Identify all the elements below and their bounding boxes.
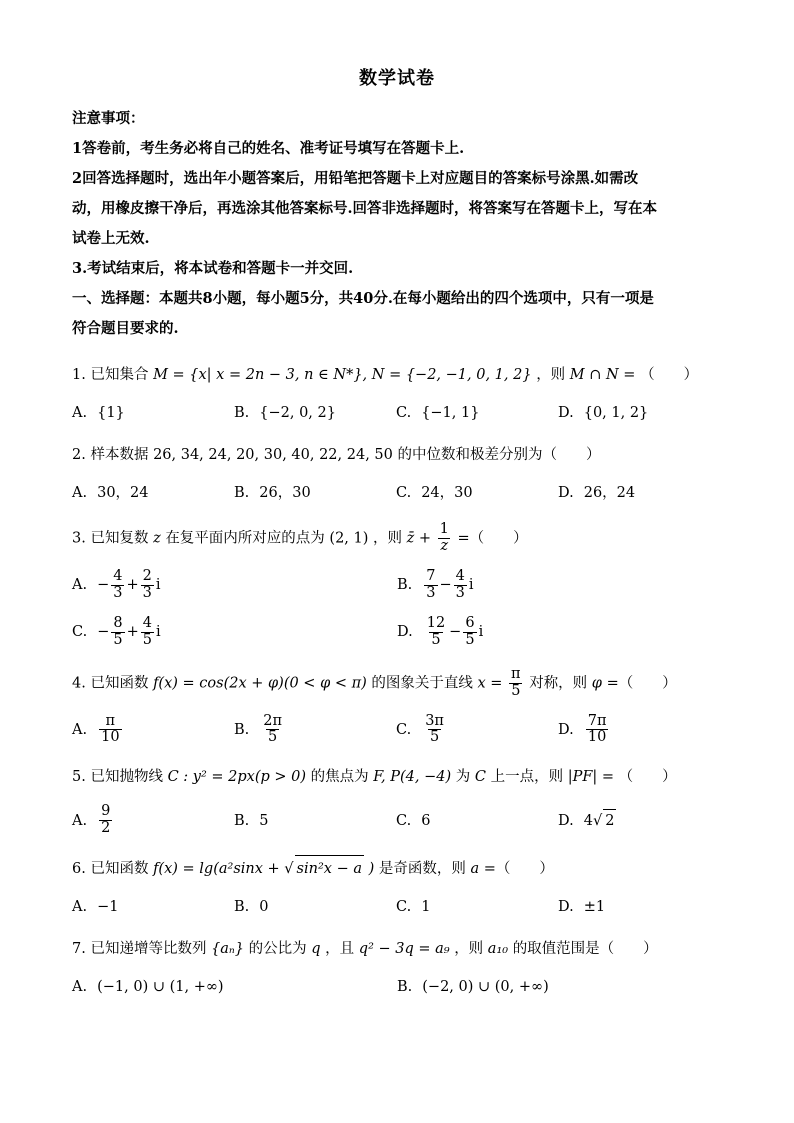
- option-key: B.: [234, 405, 250, 421]
- stem-text: ，则: [373, 530, 403, 547]
- option-key: C.: [396, 485, 412, 501]
- options-row: [72, 402, 722, 424]
- fraction-denominator: 3: [142, 584, 152, 601]
- option-c[interactable]: [396, 896, 558, 918]
- exam-page: [72, 64, 722, 998]
- option-key: C.: [396, 812, 412, 829]
- stem-text: 上一点，则: [490, 769, 564, 786]
- option-a[interactable]: [72, 976, 397, 998]
- option-a[interactable]: [72, 804, 234, 837]
- question-number: 2.: [72, 447, 86, 463]
- fraction: [454, 569, 467, 602]
- fraction: [438, 522, 451, 555]
- option-text: {−2, 0, 2}: [259, 405, 336, 421]
- stem-text: ，且: [325, 941, 355, 958]
- stem-math: q² − 3q = a₉: [358, 941, 450, 958]
- option-text: 26，30: [259, 485, 311, 501]
- option-c[interactable]: [72, 616, 397, 649]
- fraction: [99, 804, 112, 837]
- stem-math: x =: [477, 675, 503, 692]
- fraction-numerator: π: [511, 665, 521, 682]
- option-b[interactable]: [234, 482, 396, 504]
- fraction-denominator: 10: [101, 729, 120, 746]
- notice-block: [72, 104, 722, 284]
- option-key: A.: [72, 577, 88, 594]
- section-header: [72, 284, 722, 344]
- stem-text: 是奇函数，则: [378, 861, 466, 878]
- stem-text: 已知集合: [90, 367, 149, 383]
- option-key: A.: [72, 979, 88, 996]
- fraction: [261, 714, 284, 747]
- option-key: C.: [396, 721, 412, 738]
- fraction-numerator: 8: [113, 614, 123, 631]
- option-key: A.: [72, 721, 88, 738]
- option-b[interactable]: [234, 804, 396, 837]
- option-text: 6: [421, 812, 431, 829]
- option-sign: −: [97, 624, 110, 641]
- option-d[interactable]: [397, 616, 722, 649]
- section-line: 一、选择题：本题共8小题，每小题5分，共40分.在每小题给出的四个选项中，只有一项是: [72, 290, 654, 307]
- radicand: 2: [603, 809, 616, 832]
- option-text: ±1: [583, 899, 606, 916]
- option-text: 1: [421, 899, 431, 916]
- option-b[interactable]: [234, 402, 396, 424]
- stem-math: q: [311, 941, 321, 958]
- option-operator: −: [449, 624, 462, 641]
- option-sign: −: [97, 577, 110, 594]
- question-stem: [72, 764, 722, 790]
- fraction-numerator: 2π: [263, 712, 283, 729]
- option-text: 30，24: [97, 485, 149, 501]
- fraction-numerator: 12: [426, 614, 446, 631]
- stem-math: ): [368, 861, 375, 878]
- option-b[interactable]: [234, 714, 396, 747]
- fraction-numerator: 6: [465, 614, 475, 631]
- option-d[interactable]: [558, 482, 720, 504]
- notice-item: 1答卷前，考生务必将自己的姓名、准考证号填写在答题卡上.: [72, 140, 465, 157]
- question-stem: [72, 522, 722, 555]
- option-c[interactable]: [396, 402, 558, 424]
- stem-math: z: [153, 530, 161, 547]
- option-b[interactable]: [234, 896, 396, 918]
- stem-text: 为: [455, 769, 471, 786]
- stem-text: 已知递增等比数列: [90, 941, 207, 958]
- options-row: [72, 482, 722, 504]
- option-c[interactable]: [396, 804, 558, 837]
- fraction-numerator: 9: [101, 803, 111, 820]
- stem-text: 的焦点为: [310, 769, 369, 786]
- option-key: A.: [72, 812, 88, 829]
- stem-text: =（ ）: [483, 861, 554, 878]
- question-number: 4.: [72, 675, 86, 692]
- options-row: [72, 976, 722, 998]
- stem-text: 在复平面内所对应的点为: [165, 530, 325, 547]
- stem-text: =（ ）: [606, 675, 677, 692]
- option-a[interactable]: [72, 896, 234, 918]
- fraction-numerator: 4: [455, 567, 465, 584]
- option-text: {−1, 1}: [421, 405, 480, 421]
- imaginary-unit: i: [155, 577, 161, 594]
- question-6: [72, 855, 722, 918]
- fraction: [463, 616, 476, 649]
- fraction-numerator: 7: [426, 567, 436, 584]
- fraction: [423, 714, 446, 747]
- option-a[interactable]: [72, 714, 234, 747]
- options-row: [72, 714, 722, 747]
- stem-math: (2, 1): [329, 530, 369, 547]
- stem-math: z̄ +: [406, 530, 432, 547]
- option-a[interactable]: [72, 402, 234, 424]
- option-key: C.: [72, 624, 88, 641]
- stem-text: 已知函数: [90, 675, 149, 692]
- notice-item: 3.考试结束后，将本试卷和答题卡一并交回.: [72, 260, 354, 277]
- option-d[interactable]: [558, 402, 720, 424]
- stem-text: 样本数据: [90, 447, 149, 463]
- question-stem: [72, 855, 722, 882]
- notice-heading: 注意事项：: [72, 110, 145, 127]
- option-text: {0, 1, 2}: [583, 405, 649, 421]
- stem-math: φ: [591, 675, 602, 692]
- fraction-denominator: 5: [268, 729, 278, 746]
- option-text: 26，24: [583, 485, 636, 501]
- option-b[interactable]: [397, 569, 722, 602]
- stem-text: 的取值范围是（ ）: [512, 941, 658, 958]
- option-text: 5: [259, 812, 269, 829]
- fraction-numerator: 4: [113, 567, 123, 584]
- fraction-denominator: 3: [426, 584, 436, 601]
- question-stem: [72, 362, 722, 388]
- option-text: 0: [259, 899, 269, 916]
- fraction-denominator: 5: [511, 682, 521, 699]
- option-a[interactable]: [72, 569, 397, 602]
- option-operator: +: [126, 624, 139, 641]
- question-stem: [72, 936, 722, 962]
- question-stem: [72, 667, 722, 700]
- stem-text: 的中位数和极差分别为（ ）: [397, 447, 601, 463]
- option-key: A.: [72, 899, 88, 916]
- question-4: [72, 667, 722, 747]
- options-row: [72, 569, 722, 602]
- fraction-numerator: 4: [142, 614, 152, 631]
- question-number: 3.: [72, 530, 86, 547]
- stem-math: M = {x| x = 2n − 3, n ∈ N*}, N = {−2, −1, 0, 1, 2}: [153, 367, 532, 383]
- fraction-denominator: 5: [429, 729, 440, 746]
- fraction: [424, 569, 437, 602]
- stem-text: （ ）: [640, 367, 699, 383]
- stem-math: f(x) = lg(a²sinx +: [153, 861, 280, 878]
- fraction: [111, 569, 124, 602]
- option-key: D.: [558, 485, 574, 501]
- option-key: D.: [558, 721, 574, 738]
- stem-math: C: [474, 769, 486, 786]
- option-b[interactable]: [397, 976, 722, 998]
- option-text: {1}: [97, 405, 125, 421]
- option-key: A.: [72, 485, 88, 501]
- question-number: 6.: [72, 861, 86, 878]
- stem-text: 的图象关于直线: [371, 675, 473, 692]
- fraction: [141, 569, 154, 602]
- option-key: B.: [234, 485, 250, 501]
- stem-text: （ ）: [618, 769, 677, 786]
- page-title: 数学试卷: [359, 68, 435, 89]
- question-stem: [72, 442, 722, 468]
- fraction-numerator: 3π: [425, 712, 444, 729]
- stem-math: a: [470, 861, 480, 878]
- stem-math: M ∩ N =: [569, 367, 636, 383]
- fraction: [99, 714, 121, 747]
- fraction-denominator: 3: [455, 584, 465, 601]
- notice-item: 2回答选择题时，选出年小题答案后，用铅笔把答题卡上对应题目的答案标号涂黑.如需改: [72, 170, 639, 187]
- option-d[interactable]: [558, 714, 720, 747]
- fraction-denominator: 2: [101, 820, 111, 837]
- option-operator: −: [439, 577, 452, 594]
- option-text: (−1, 0) ∪ (1, +∞): [97, 979, 224, 996]
- option-a[interactable]: [72, 482, 234, 504]
- question-number: 7.: [72, 941, 86, 958]
- stem-text: ，则: [454, 941, 484, 958]
- stem-text: =（ ）: [457, 530, 528, 547]
- fraction-denominator: z: [440, 537, 449, 554]
- question-1: [72, 362, 722, 424]
- option-key: B.: [397, 979, 413, 996]
- radicand: sin²x − a: [295, 855, 364, 882]
- option-key: D.: [397, 624, 413, 641]
- fraction-numerator: 7π: [587, 712, 607, 729]
- stem-text: 已知抛物线: [90, 769, 163, 786]
- fraction-numerator: π: [105, 712, 116, 729]
- fraction-denominator: 10: [587, 729, 607, 746]
- stem-text: 对称，则: [529, 675, 588, 692]
- fraction-denominator: 5: [465, 631, 475, 648]
- option-key: C.: [396, 405, 412, 421]
- option-key: A.: [72, 405, 88, 421]
- stem-math: a₁₀: [487, 941, 509, 958]
- option-key: D.: [558, 812, 574, 829]
- option-text: 24，30: [421, 485, 473, 501]
- option-text: −1: [97, 899, 119, 916]
- radical-coefficient: 4: [583, 812, 593, 829]
- option-operator: +: [126, 577, 139, 594]
- stem-text: 已知复数: [90, 530, 149, 547]
- stem-text: 的公比为: [248, 941, 307, 958]
- stem-text: 已知函数: [90, 861, 149, 878]
- sqrt-icon: √: [592, 812, 603, 829]
- imaginary-unit: i: [468, 577, 474, 594]
- option-key: C.: [396, 899, 412, 916]
- stem-text: ，则: [536, 367, 566, 383]
- fraction-numerator: 2: [142, 567, 152, 584]
- fraction: [509, 667, 523, 700]
- option-key: B.: [234, 721, 250, 738]
- option-text: (−2, 0) ∪ (0, +∞): [422, 979, 549, 996]
- notice-item: 动，用橡皮擦干净后，再选涂其他答案标号.回答非选择题时，将答案写在答题卡上，写在本: [72, 200, 658, 217]
- option-d[interactable]: [558, 804, 720, 837]
- imaginary-unit: i: [478, 624, 484, 641]
- stem-math: f(x) = cos(2x + φ)(0 < φ < π): [153, 675, 367, 692]
- option-c[interactable]: [396, 714, 558, 747]
- option-c[interactable]: [396, 482, 558, 504]
- fraction-denominator: 5: [431, 631, 441, 648]
- question-3: [72, 522, 722, 649]
- stem-math: |PF| =: [567, 769, 615, 786]
- fraction-denominator: 5: [142, 631, 152, 648]
- fraction: [425, 616, 447, 649]
- option-key: B.: [397, 577, 413, 594]
- options-row: [72, 616, 722, 649]
- question-5: [72, 764, 722, 837]
- stem-math: C : y² = 2px(p > 0): [167, 769, 307, 786]
- notice-item: 试卷上无效.: [72, 230, 150, 247]
- section-line: 符合题目要求的.: [72, 320, 179, 337]
- fraction-denominator: 3: [113, 584, 123, 601]
- question-2: [72, 442, 722, 504]
- stem-math: 26, 34, 24, 20, 30, 40, 22, 24, 50: [153, 447, 393, 463]
- fraction-numerator: 1: [439, 521, 449, 537]
- stem-math: {aₙ}: [211, 941, 245, 958]
- question-number: 1.: [72, 367, 86, 383]
- question-7: [72, 936, 722, 998]
- fraction: [111, 616, 124, 649]
- imaginary-unit: i: [155, 624, 161, 641]
- option-key: B.: [234, 812, 250, 829]
- options-row: [72, 896, 722, 918]
- sqrt-icon: √: [284, 861, 294, 878]
- option-d[interactable]: [558, 896, 720, 918]
- fraction-denominator: 5: [113, 631, 123, 648]
- options-row: [72, 804, 722, 837]
- stem-math: F, P(4, −4): [373, 769, 452, 786]
- option-key: D.: [558, 405, 574, 421]
- fraction: [586, 714, 609, 747]
- fraction: [141, 616, 154, 649]
- option-key: B.: [234, 899, 250, 916]
- question-number: 5.: [72, 769, 86, 786]
- option-key: D.: [558, 899, 574, 916]
